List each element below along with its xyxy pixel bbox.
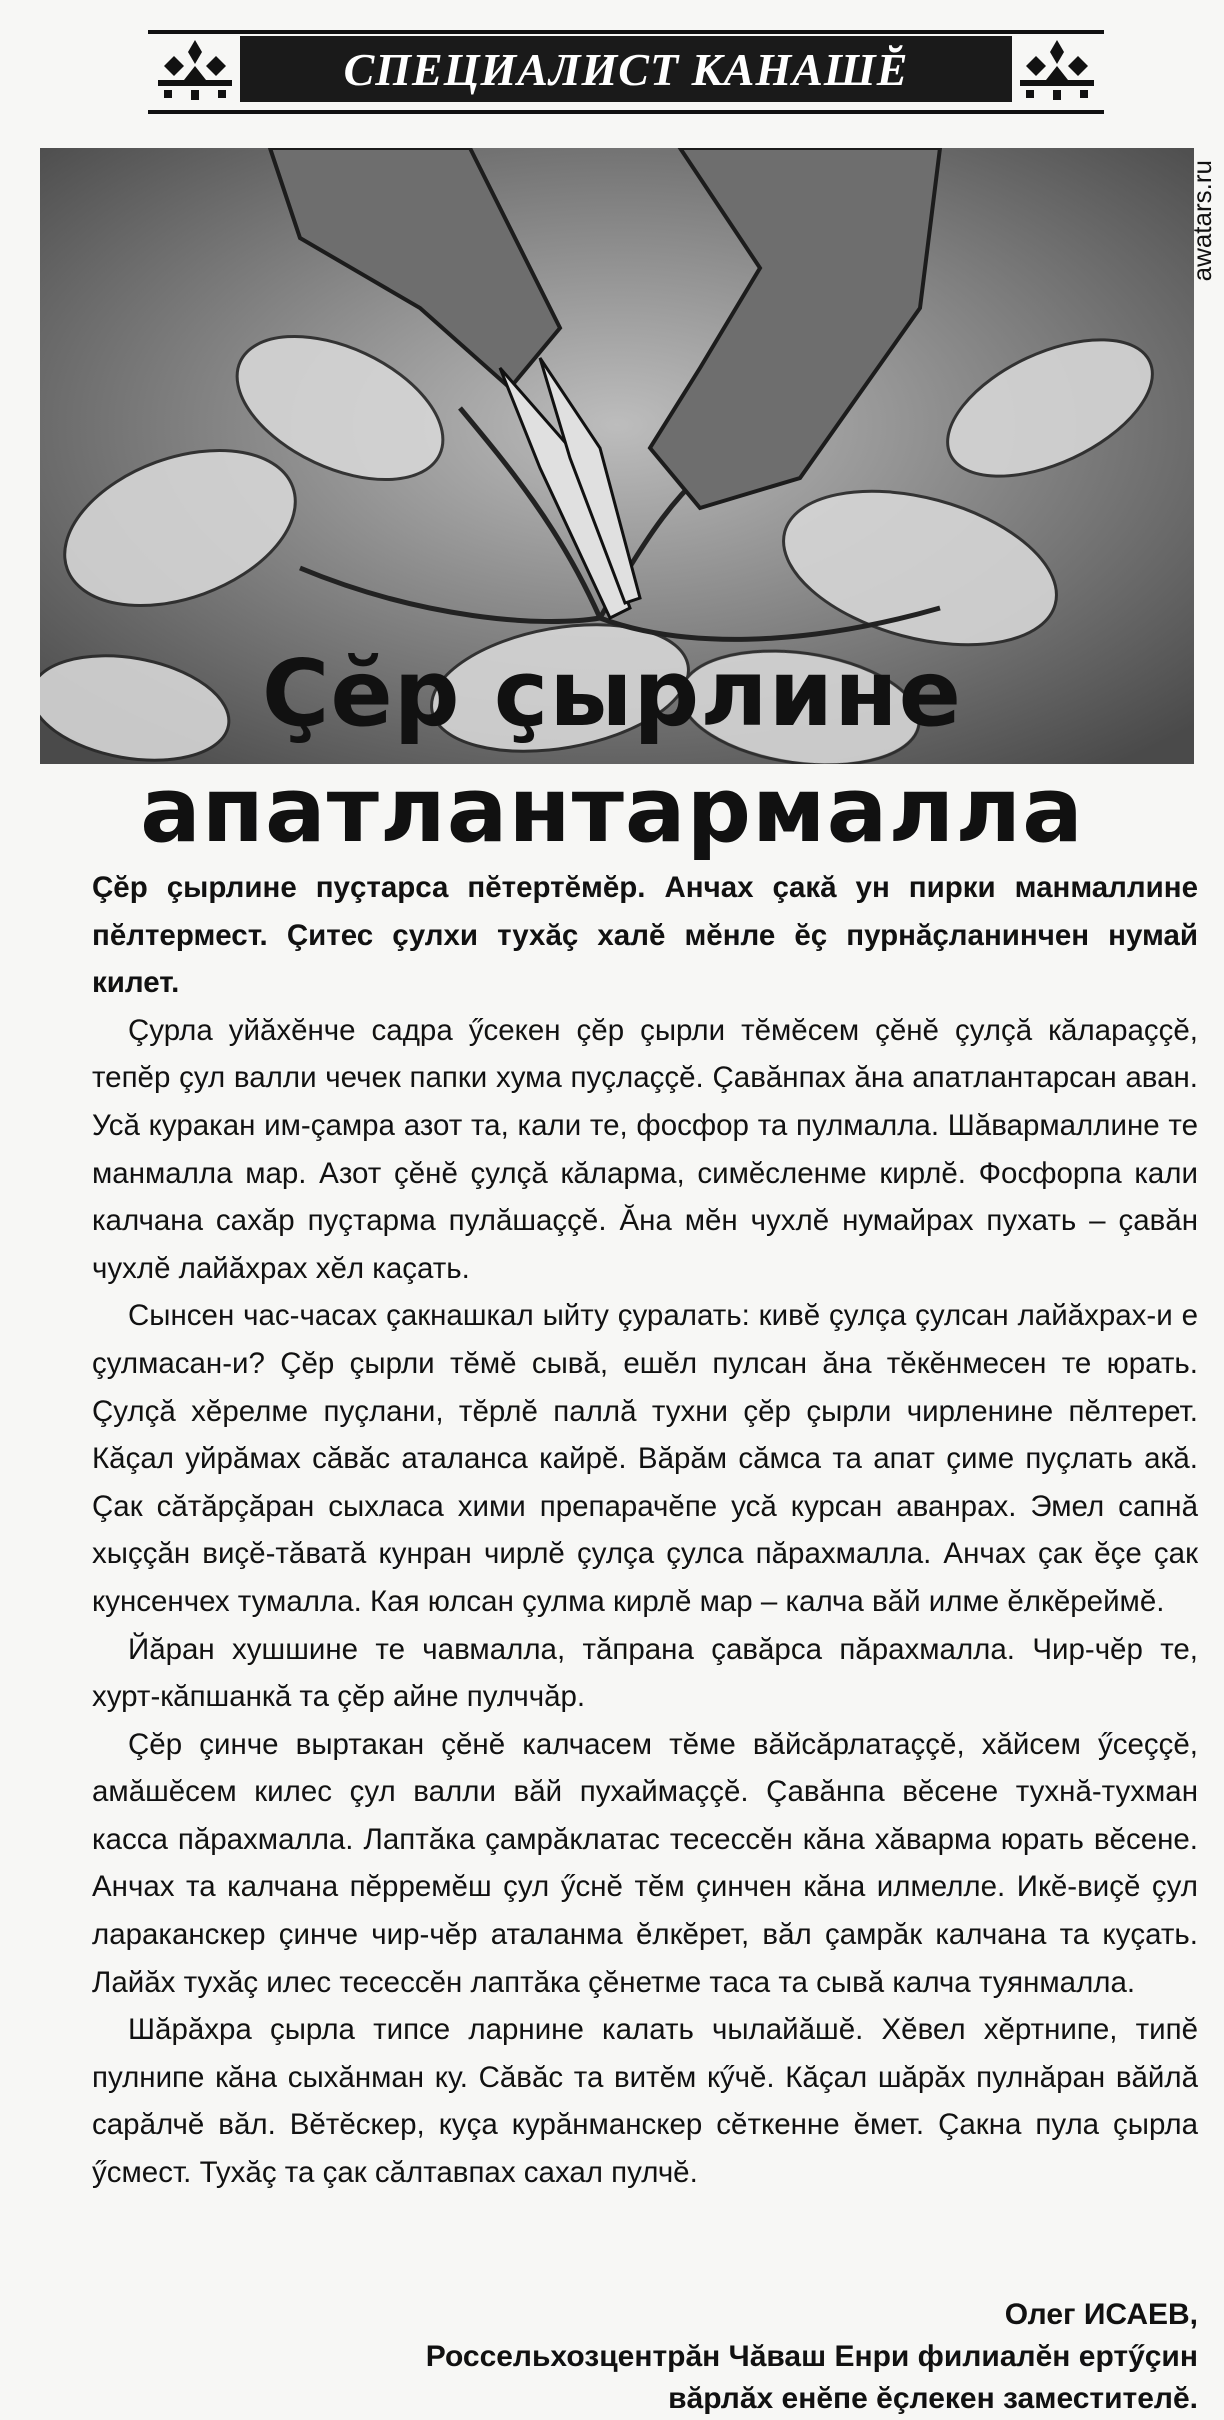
header-top-rule bbox=[148, 30, 1104, 34]
article-paragraph: Сынсен час-часах çакнашкал ыйту çуралать: кивĕ çулçа çулсан лайăхрах-и е çулмасан-и? Çĕр çырли тĕмĕ сывă, ешĕл пулсан ăна тĕкĕнмесен те юрать. Çулçă хĕрелме пуçлани, тĕрлĕ паллă тухни çĕр çырли чирленине пĕлтерет. Кăçал уйрăмах сăвăс аталанса кайрĕ. Вăрăм сăмса та апат çиме пуçлать акă. Çак сăтăрçăран сыхласа хими препарачĕпе усă курсан аванрах. Эмел сапнă хыççăн виçĕ-тăватă кунран чирлĕ çулçа çулса пăрахмалла. Анчах çак ĕçе çак кунсенчех тумалла. Кая юлсан çулма кирлĕ мар – калча вăй илме ĕлкĕреймĕ. bbox=[92, 1299, 1198, 1618]
section-title-box bbox=[240, 36, 1012, 102]
article-lede: Çĕр çырлине пуçтарса пĕтертĕмĕр. Анчах çакă ун пирки манмаллине пĕлтермест. Çитес çулхи тухăç халĕ мĕнле ĕç пурнăçланинчен нумай килет. bbox=[92, 871, 1198, 1000]
article-paragraph: Йăран хушшине те чавмалла, тăпрана çавăрса пăрахмалла. Чир-чĕр те, хурт-кăпшанкă та çĕр айне пулччăр. bbox=[92, 1632, 1198, 1714]
article-body bbox=[92, 864, 1198, 2197]
article-paragraph: Çурла уйăхĕнче садра ӳсекен çĕр çырли тĕмĕсем çĕнĕ çулçă кăлараççĕ, тепĕр çул валли чечек папки хума пуçлаççĕ. Çавăнпах ăна апатлантарсан аван. Усă куракан им-çамра азот та, кали те, фосфор та пулмалла. Шăвармаллине те манмалла мар. Азот çĕнĕ çулçă кăларма, симĕсленме кирлĕ. Фосфорпа кали калчана сахăр пуçтарма пулăшаççĕ. Ăна мĕн чухлĕ нумайрах пухать – çавăн чухлĕ лайăхрах хĕл каçать. bbox=[92, 1013, 1198, 1285]
header-bottom-rule bbox=[148, 110, 1104, 114]
headline-line-1: Çĕр çырлине bbox=[261, 640, 963, 747]
author-position-line-1: Россельхозцентрăн Чăваш Енри филиалĕн ертӳçин bbox=[425, 2340, 1198, 2373]
article-paragraph: Шăрăхра çырла типсе ларнине калать чылайăшĕ. Хĕвел хĕртнипе, типĕ пулнипе кăна сыхăнман ку. Сăвăс та витĕм кӳчĕ. Кăçал шăрăх пулнăран вăйлă сарăлчĕ вăл. Вĕтĕскер, куçа курăнманскер сĕткенне ĕмет. Çакна пула çырла ӳсмест. Тухăç та çак сăлтавпах сахал пулчĕ. bbox=[92, 2013, 1198, 2190]
author-signature bbox=[98, 2294, 1198, 2420]
author-name: Олег ИСАЕВ, bbox=[1004, 2298, 1198, 2331]
chuvash-ornament-icon bbox=[1016, 36, 1098, 104]
section-title: СПЕЦИАЛИСТ КАНАШĔ bbox=[343, 43, 909, 95]
chuvash-ornament-icon bbox=[154, 36, 236, 104]
author-position-line-2: вăрлăх енĕпе ĕçлекен заместителĕ. bbox=[668, 2382, 1198, 2415]
headline-line-2: апатлантармалла bbox=[140, 758, 1084, 863]
photo-credit: awatars.ru bbox=[1187, 160, 1217, 282]
article-paragraph: Çĕр çинче выртакан çĕнĕ калчасем тĕме вăйсăрлатаççĕ, хăйсем ӳсеççĕ, амăшĕсем килес çул валли вăй пухаймаççĕ. Çавăнпа вĕсене тухнă-тухман касса пăрахмалла. Лаптăка çамрăклатас тесессĕн кăна хăварма юрать вĕсене. Анчах та калчана пĕрремĕш çул ӳснĕ тĕм çинчен кăна илмелле. Икĕ-виçĕ çул лараканскер çинче чир-чĕр аталанма ĕлкĕрет, вăл çамрăк калчана та куçать. Лайăх тухăç илес тесессĕн лаптăка çĕнетме таса та сывă калча туянмалла. bbox=[92, 1727, 1198, 1999]
section-header bbox=[148, 30, 1104, 114]
